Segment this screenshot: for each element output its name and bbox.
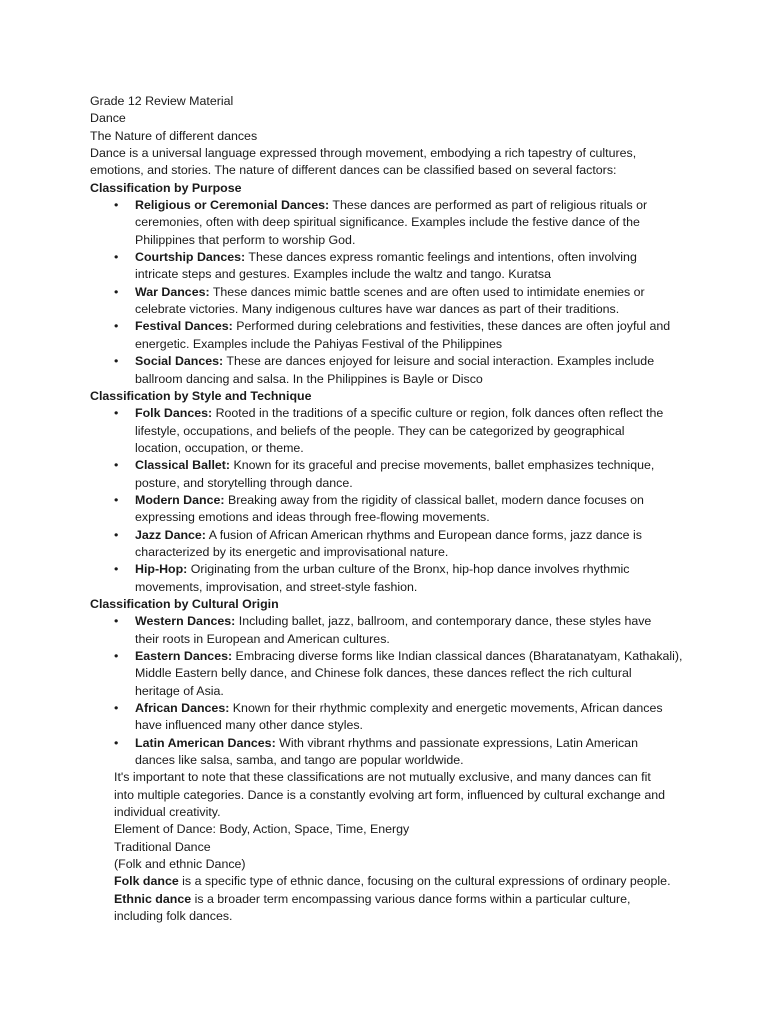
item-text: ballroom dancing and salsa. In the Philippines is Bayle or Disco bbox=[135, 371, 483, 386]
item-text: location, occupation, or theme. bbox=[135, 440, 304, 455]
list-item bbox=[90, 405, 690, 457]
bullet-icon: • bbox=[114, 701, 119, 716]
item-term: Classical Ballet: bbox=[135, 458, 231, 473]
item-line bbox=[135, 752, 690, 769]
list-item bbox=[90, 249, 690, 284]
item-line bbox=[135, 579, 690, 596]
list-item bbox=[90, 527, 690, 562]
intro-paragraph bbox=[90, 145, 690, 180]
closing-paragraph bbox=[90, 769, 690, 873]
definition bbox=[114, 891, 690, 926]
item-line bbox=[135, 475, 690, 492]
item-term: Jazz Dance: bbox=[135, 527, 206, 542]
item-text: Performed during celebrations and festivities, these dances are often joyful and bbox=[232, 319, 671, 334]
item-line bbox=[135, 232, 690, 249]
bullet-icon: • bbox=[114, 735, 119, 750]
item-text: With vibrant rhythms and passionate expressions, Latin American bbox=[275, 735, 638, 750]
list-item bbox=[90, 492, 690, 527]
classification-sections bbox=[90, 180, 690, 770]
definition-term: Folk dance bbox=[114, 874, 179, 889]
traditional-dance-subheading: (Folk and ethnic Dance) bbox=[114, 857, 246, 872]
bullet-icon: • bbox=[114, 562, 119, 577]
list-item bbox=[90, 735, 690, 770]
item-term: Religious or Ceremonial Dances: bbox=[135, 198, 330, 213]
definition-line bbox=[114, 908, 690, 925]
section-heading: Classification by Purpose bbox=[90, 180, 242, 195]
bullet-icon: • bbox=[114, 614, 119, 629]
item-term: Social Dances: bbox=[135, 354, 224, 369]
doc-title: Grade 12 Review Material bbox=[90, 94, 234, 108]
list-item bbox=[90, 561, 690, 596]
item-text: These dances mimic battle scenes and are often used to intimidate enemies or bbox=[209, 284, 645, 299]
item-term: War Dances: bbox=[135, 284, 210, 299]
traditional-dance-heading: Traditional Dance bbox=[114, 839, 211, 854]
elements-of-dance: Element of Dance: Body, Action, Space, Time, Energy bbox=[114, 822, 410, 837]
section-heading: Classification by Cultural Origin bbox=[90, 596, 279, 611]
item-line bbox=[135, 665, 690, 682]
list-item bbox=[90, 318, 690, 353]
item-text: Known for its graceful and precise movements, ballet emphasizes technique, bbox=[230, 458, 655, 473]
item-text: Embracing diverse forms like Indian classical dances (Bharatanatyam, Kathakali), bbox=[232, 649, 683, 663]
list-item bbox=[90, 700, 690, 735]
definition-text: is a broader term encompassing various dance forms within a particular culture, bbox=[191, 891, 631, 906]
item-text: energetic. Examples include the Pahiyas Festival of the Philippines bbox=[135, 336, 503, 351]
item-line bbox=[135, 648, 690, 665]
item-term: Eastern Dances: bbox=[135, 649, 233, 663]
classification-section bbox=[90, 180, 690, 388]
item-text: expressing emotions and ideas through free-flowing movements. bbox=[135, 510, 490, 525]
bullet-icon: • bbox=[114, 527, 119, 542]
closing-line: into multiple categories. Dance is a constantly evolving art form, influenced by cultural exchange and bbox=[114, 787, 665, 802]
item-line bbox=[135, 613, 690, 630]
item-term: Latin American Dances: bbox=[135, 735, 276, 750]
bullet-icon: • bbox=[114, 354, 119, 369]
item-line bbox=[135, 717, 690, 734]
bullet-icon: • bbox=[114, 319, 119, 334]
classification-section bbox=[90, 596, 690, 769]
bullet-list bbox=[90, 405, 690, 596]
item-text: ceremonies, often with deep spiritual significance. Examples include the festive dance of the bbox=[135, 215, 640, 230]
item-text: Known for their rhythmic complexity and energetic movements, African dances bbox=[229, 701, 663, 716]
item-text: lifestyle, occupations, and beliefs of the people. They can be categorized by geographical bbox=[135, 423, 625, 438]
bullet-icon: • bbox=[114, 198, 119, 213]
item-text: These dances express romantic feelings and intentions, often involving bbox=[245, 250, 637, 265]
item-line bbox=[135, 197, 690, 214]
item-text: Breaking away from the rigidity of classical ballet, modern dance focuses on bbox=[224, 492, 644, 507]
definition-text: including folk dances. bbox=[114, 909, 233, 924]
doc-subject: Dance bbox=[90, 111, 126, 126]
bullet-icon: • bbox=[114, 492, 119, 507]
item-line bbox=[135, 249, 690, 266]
item-text: These are dances enjoyed for leisure and social interaction. Examples include bbox=[223, 354, 655, 369]
item-text: Originating from the urban culture of the Bronx, hip-hop dance involves rhythmic bbox=[187, 562, 630, 577]
classification-section bbox=[90, 388, 690, 596]
item-line bbox=[135, 214, 690, 231]
section-heading: Classification by Style and Technique bbox=[90, 388, 312, 403]
item-line bbox=[135, 509, 690, 526]
item-line bbox=[135, 492, 690, 509]
list-item bbox=[90, 197, 690, 249]
item-term: African Dances: bbox=[135, 701, 230, 716]
closing-line: It's important to note that these classifications are not mutually exclusive, and many dances can fit bbox=[114, 770, 651, 785]
item-text: These dances are performed as part of religious rituals or bbox=[329, 198, 648, 213]
list-item bbox=[90, 284, 690, 319]
item-term: Festival Dances: bbox=[135, 319, 233, 334]
item-line bbox=[135, 631, 690, 648]
definitions bbox=[90, 873, 690, 925]
item-text: posture, and storytelling through dance. bbox=[135, 475, 353, 490]
item-text: Rooted in the traditions of a specific culture or region, folk dances often reflect the bbox=[212, 406, 664, 421]
item-line bbox=[135, 371, 690, 388]
item-text: Middle Eastern belly dance, and Chinese folk dances, these dances reflect the rich cultural bbox=[135, 666, 632, 681]
closing-line: individual creativity. bbox=[114, 805, 221, 820]
list-item bbox=[90, 648, 690, 700]
definition-term: Ethnic dance bbox=[114, 891, 192, 906]
item-text: Philippines that perform to worship God. bbox=[135, 232, 356, 247]
bullet-list bbox=[90, 197, 690, 388]
item-line bbox=[135, 266, 690, 283]
intro-line: emotions, and stories. The nature of different dances can be classified based on several factors: bbox=[90, 163, 617, 178]
item-text: movements, improvisation, and street-style fashion. bbox=[135, 579, 418, 594]
item-line bbox=[135, 561, 690, 578]
item-line bbox=[135, 405, 690, 422]
item-text: characterized by its energetic and improvisational nature. bbox=[135, 544, 449, 559]
bullet-icon: • bbox=[114, 250, 119, 265]
bullet-icon: • bbox=[114, 406, 119, 421]
item-line bbox=[135, 440, 690, 457]
item-line bbox=[135, 683, 690, 700]
item-line bbox=[135, 336, 690, 353]
item-line bbox=[135, 457, 690, 474]
document-body bbox=[90, 93, 690, 926]
intro-line: Dance is a universal language expressed through movement, embodying a rich tapestry of cultures, bbox=[90, 146, 637, 161]
item-text: have influenced many other dance styles. bbox=[135, 718, 363, 733]
definition-line bbox=[114, 891, 690, 908]
definition-text: is a specific type of ethnic dance, focusing on the cultural expressions of ordinary people. bbox=[178, 874, 671, 889]
item-line bbox=[135, 527, 690, 544]
list-item bbox=[90, 353, 690, 388]
item-term: Hip-Hop: bbox=[135, 562, 188, 577]
item-term: Courtship Dances: bbox=[135, 250, 246, 265]
list-item bbox=[90, 457, 690, 492]
bullet-icon: • bbox=[114, 649, 119, 663]
definition-line bbox=[114, 873, 690, 890]
item-term: Folk Dances: bbox=[135, 406, 213, 421]
bullet-icon: • bbox=[114, 458, 119, 473]
bullet-icon: • bbox=[114, 284, 119, 299]
item-text: Including ballet, jazz, ballroom, and contemporary dance, these styles have bbox=[235, 614, 652, 629]
item-text: celebrate victories. Many indigenous cultures have war dances as part of their traditions. bbox=[135, 302, 620, 317]
item-line bbox=[135, 735, 690, 752]
item-term: Western Dances: bbox=[135, 614, 236, 629]
item-text: dances like salsa, samba, and tango are popular worldwide. bbox=[135, 753, 464, 768]
item-line bbox=[135, 284, 690, 301]
item-text: intricate steps and gestures. Examples include the waltz and tango. Kuratsa bbox=[135, 267, 552, 282]
doc-topic: The Nature of different dances bbox=[90, 128, 258, 143]
item-term: Modern Dance: bbox=[135, 492, 225, 507]
item-line bbox=[135, 423, 690, 440]
item-line bbox=[135, 544, 690, 561]
bullet-list bbox=[90, 613, 690, 769]
item-text: heritage of Asia. bbox=[135, 683, 224, 698]
item-line bbox=[135, 353, 690, 370]
definition bbox=[114, 873, 690, 890]
item-text: their roots in European and American cultures. bbox=[135, 631, 390, 646]
item-line bbox=[135, 301, 690, 318]
item-line bbox=[135, 700, 690, 717]
item-text: A fusion of African American rhythms and European dance forms, jazz dance is bbox=[205, 527, 642, 542]
item-line bbox=[135, 318, 690, 335]
list-item bbox=[90, 613, 690, 648]
